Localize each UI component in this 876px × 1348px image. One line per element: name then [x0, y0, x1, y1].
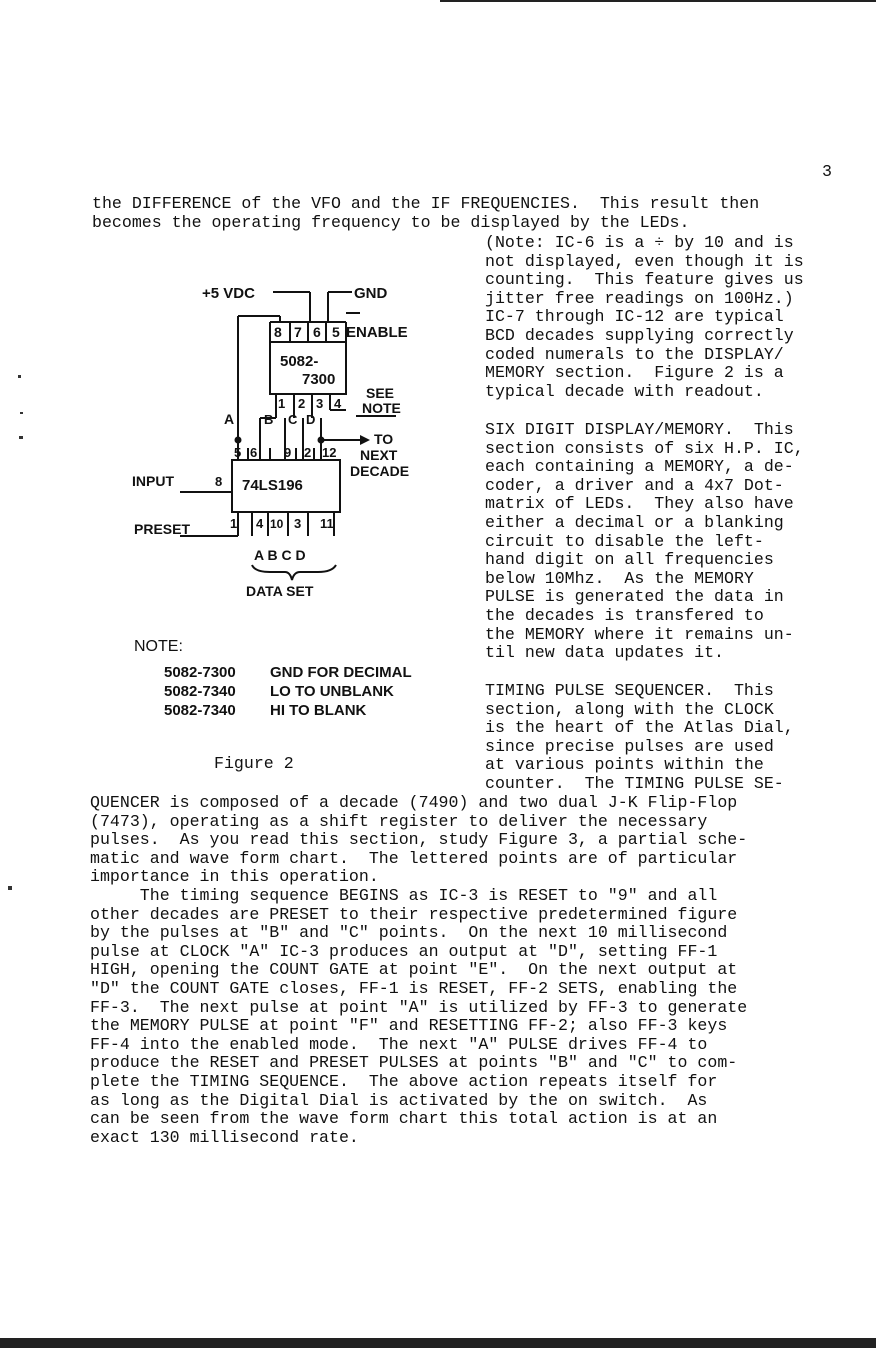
text-line: typical decade with readout. [485, 381, 764, 401]
label-a: A [224, 411, 235, 427]
pin-5: 5 [332, 324, 340, 340]
note-text: HI TO BLANK [270, 702, 367, 719]
label-decade: DECADE [350, 463, 410, 479]
chip2-bottom-pin-3: 3 [294, 516, 302, 531]
text-line: matrix of LEDs. They also have [485, 494, 794, 514]
chip2-input-pin: 8 [215, 474, 223, 489]
chip1-line1: 5082- [280, 353, 319, 370]
intro-text [92, 195, 759, 232]
text-line: (Note: IC-6 is a ÷ by 10 and is [485, 233, 794, 252]
right-column-paragraph-3 [485, 682, 794, 794]
chip2-pin-12: 12 [322, 445, 337, 460]
text-line: produce the RESET and PRESET PULSES at points "B" and "C" to com- [90, 1053, 738, 1073]
label-data-set: DATA SET [246, 583, 314, 599]
mid-pin-1: 1 [278, 396, 286, 411]
note-part: 5082-7340 [164, 683, 236, 700]
text-line: til new data updates it. [485, 643, 724, 663]
chip2-bottom-pin-4: 4 [256, 516, 264, 531]
pin-8: 8 [274, 324, 282, 340]
note-part: 5082-7300 [164, 664, 236, 681]
chip1-line2: 7300 [302, 371, 336, 388]
text-line: HIGH, opening the COUNT GATE at point "E". On the next output at [90, 960, 738, 980]
text-line: the decades is transfered to [485, 605, 764, 625]
figure-2-schematic [120, 270, 460, 615]
chip2-pin-6: 6 [250, 445, 258, 460]
label-note-ref: NOTE [362, 400, 401, 416]
text-line: is the heart of the Atlas Dial, [485, 718, 794, 738]
text-line: IC-7 through IC-12 are typical [485, 307, 784, 327]
note-text: LO TO UNBLANK [270, 683, 394, 700]
text-line: the MEMORY PULSE at point "F" and RESETTING FF-2; also FF-3 keys [90, 1016, 728, 1036]
figure-caption: Figure 2 [214, 754, 294, 773]
mid-pin-4: 4 [334, 396, 342, 411]
text-line: SIX DIGIT DISPLAY/MEMORY. This [485, 420, 794, 439]
label-gnd: GND [354, 285, 388, 302]
label-see: SEE [366, 385, 395, 401]
scan-mark [20, 412, 23, 414]
text-line: BCD decades supplying correctly [485, 325, 794, 345]
arrow-icon [360, 435, 370, 445]
note-part: 5082-7340 [164, 702, 236, 719]
chip2-bottom-pin-1: 1 [230, 516, 238, 531]
text-line: at various points within the [485, 755, 764, 775]
label-preset: PRESET [134, 521, 191, 537]
label-enable: ENABLE [346, 324, 408, 341]
text-line: the MEMORY where it remains un- [485, 624, 794, 644]
text-line: section consists of six H.P. IC, [485, 438, 804, 458]
junction-dot [235, 437, 242, 444]
text-line: can be seen from the wave form chart this total action is at an [90, 1109, 718, 1129]
text-line: pulses. As you read this section, study Figure 3, a partial sche- [90, 830, 748, 850]
note-row [164, 701, 412, 720]
text-line: matic and wave form chart. The lettered points are of particular [90, 848, 738, 868]
scan-mark [8, 886, 12, 890]
scan-mark [18, 375, 21, 378]
text-line: the DIFFERENCE of the VFO and the IF FREQUENCIES. This result then [92, 194, 760, 213]
text-line: MEMORY section. Figure 2 is a [485, 363, 784, 383]
text-line: circuit to disable the left- [485, 531, 764, 551]
text-line: PULSE is generated the data in [485, 587, 784, 607]
text-line: jitter free readings on 100Hz.) [485, 288, 794, 308]
text-line: importance in this operation. [90, 867, 379, 887]
mid-letter-d: D [306, 412, 316, 427]
bottom-edge-bar [0, 1338, 876, 1348]
mid-pin-2: 2 [298, 396, 306, 411]
text-line: The timing sequence BEGINS as IC-3 is RESET to "9" and all [90, 885, 718, 905]
junction-dot [318, 437, 325, 444]
text-line: as long as the Digital Dial is activated by the on switch. As [90, 1090, 708, 1110]
text-line: hand digit on all frequencies [485, 550, 774, 570]
chip2-bottom-pin-11: 11 [320, 516, 334, 531]
text-line: (7473), operating as a shift register to deliver the necessary [90, 811, 708, 831]
text-line: section, along with the CLOCK [485, 699, 774, 719]
text-line: "D" the COUNT GATE closes, FF-1 is RESET, FF-2 SETS, enabling the [90, 978, 738, 998]
chip2-pin-5: 5 [234, 445, 242, 460]
mid-letter-b: B [264, 412, 274, 427]
text-line: counting. This feature gives us [485, 270, 804, 290]
note-row [164, 682, 412, 701]
text-line: each containing a MEMORY, a de- [485, 457, 794, 477]
body-text [90, 794, 747, 1147]
mid-letter-c: C [288, 412, 298, 427]
top-edge-line [440, 0, 876, 2]
text-line: since precise pulses are used [485, 736, 774, 756]
text-line: QUENCER is composed of a decade (7490) and two dual J-K Flip-Flop [90, 793, 738, 812]
page-number: 3 [822, 162, 832, 181]
label-input: INPUT [132, 473, 174, 489]
text-line: plete the TIMING SEQUENCE. The above action repeats itself for [90, 1071, 718, 1091]
chip2-pin-9: 9 [284, 445, 292, 460]
text-line: not displayed, even though it is [485, 251, 804, 271]
text-line: pulse at CLOCK "A" IC-3 produces an output at "D", setting FF-1 [90, 941, 718, 961]
figure-note-title: NOTE: [134, 638, 183, 655]
text-line: FF-4 into the enabled mode. The next "A" PULSE drives FF-4 to [90, 1034, 708, 1054]
pin-6: 6 [313, 324, 321, 340]
text-line: either a decimal or a blanking [485, 512, 784, 532]
text-line: exact 130 millisecond rate. [90, 1127, 359, 1147]
text-line: other decades are PRESET to their respective predetermined figure [90, 904, 738, 924]
note-text: GND FOR DECIMAL [270, 664, 412, 681]
text-line: coder, a driver and a 4x7 Dot- [485, 475, 784, 495]
label-abcd: A B C D [254, 547, 306, 563]
right-column-paragraph-2 [485, 421, 804, 663]
text-line: by the pulses at "B" and "C" points. On the next 10 millisecond [90, 923, 728, 943]
chip2-label: 74LS196 [242, 477, 303, 494]
label-to: TO [374, 431, 394, 447]
note-row [164, 663, 412, 682]
label-next: NEXT [360, 447, 398, 463]
label-vdc: +5 VDC [202, 285, 255, 302]
text-line: below 10Mhz. As the MEMORY [485, 568, 754, 588]
chip2-pin-2: 2 [304, 445, 312, 460]
mid-pin-3: 3 [316, 396, 324, 411]
text-line: coded numerals to the DISPLAY/ [485, 344, 784, 364]
text-line: becomes the operating frequency to be displayed by the LEDs. [92, 212, 690, 232]
scan-mark [19, 436, 23, 439]
text-line: FF-3. The next pulse at point "A" is utilized by FF-3 to generate [90, 997, 748, 1017]
figure-notes [164, 663, 412, 720]
chip2-bottom-pin-10: 10 [270, 517, 284, 531]
text-line: counter. The TIMING PULSE SE- [485, 773, 784, 793]
text-line: TIMING PULSE SEQUENCER. This [485, 681, 774, 700]
right-column-paragraph-1 [485, 234, 804, 401]
pin-7: 7 [294, 324, 302, 340]
